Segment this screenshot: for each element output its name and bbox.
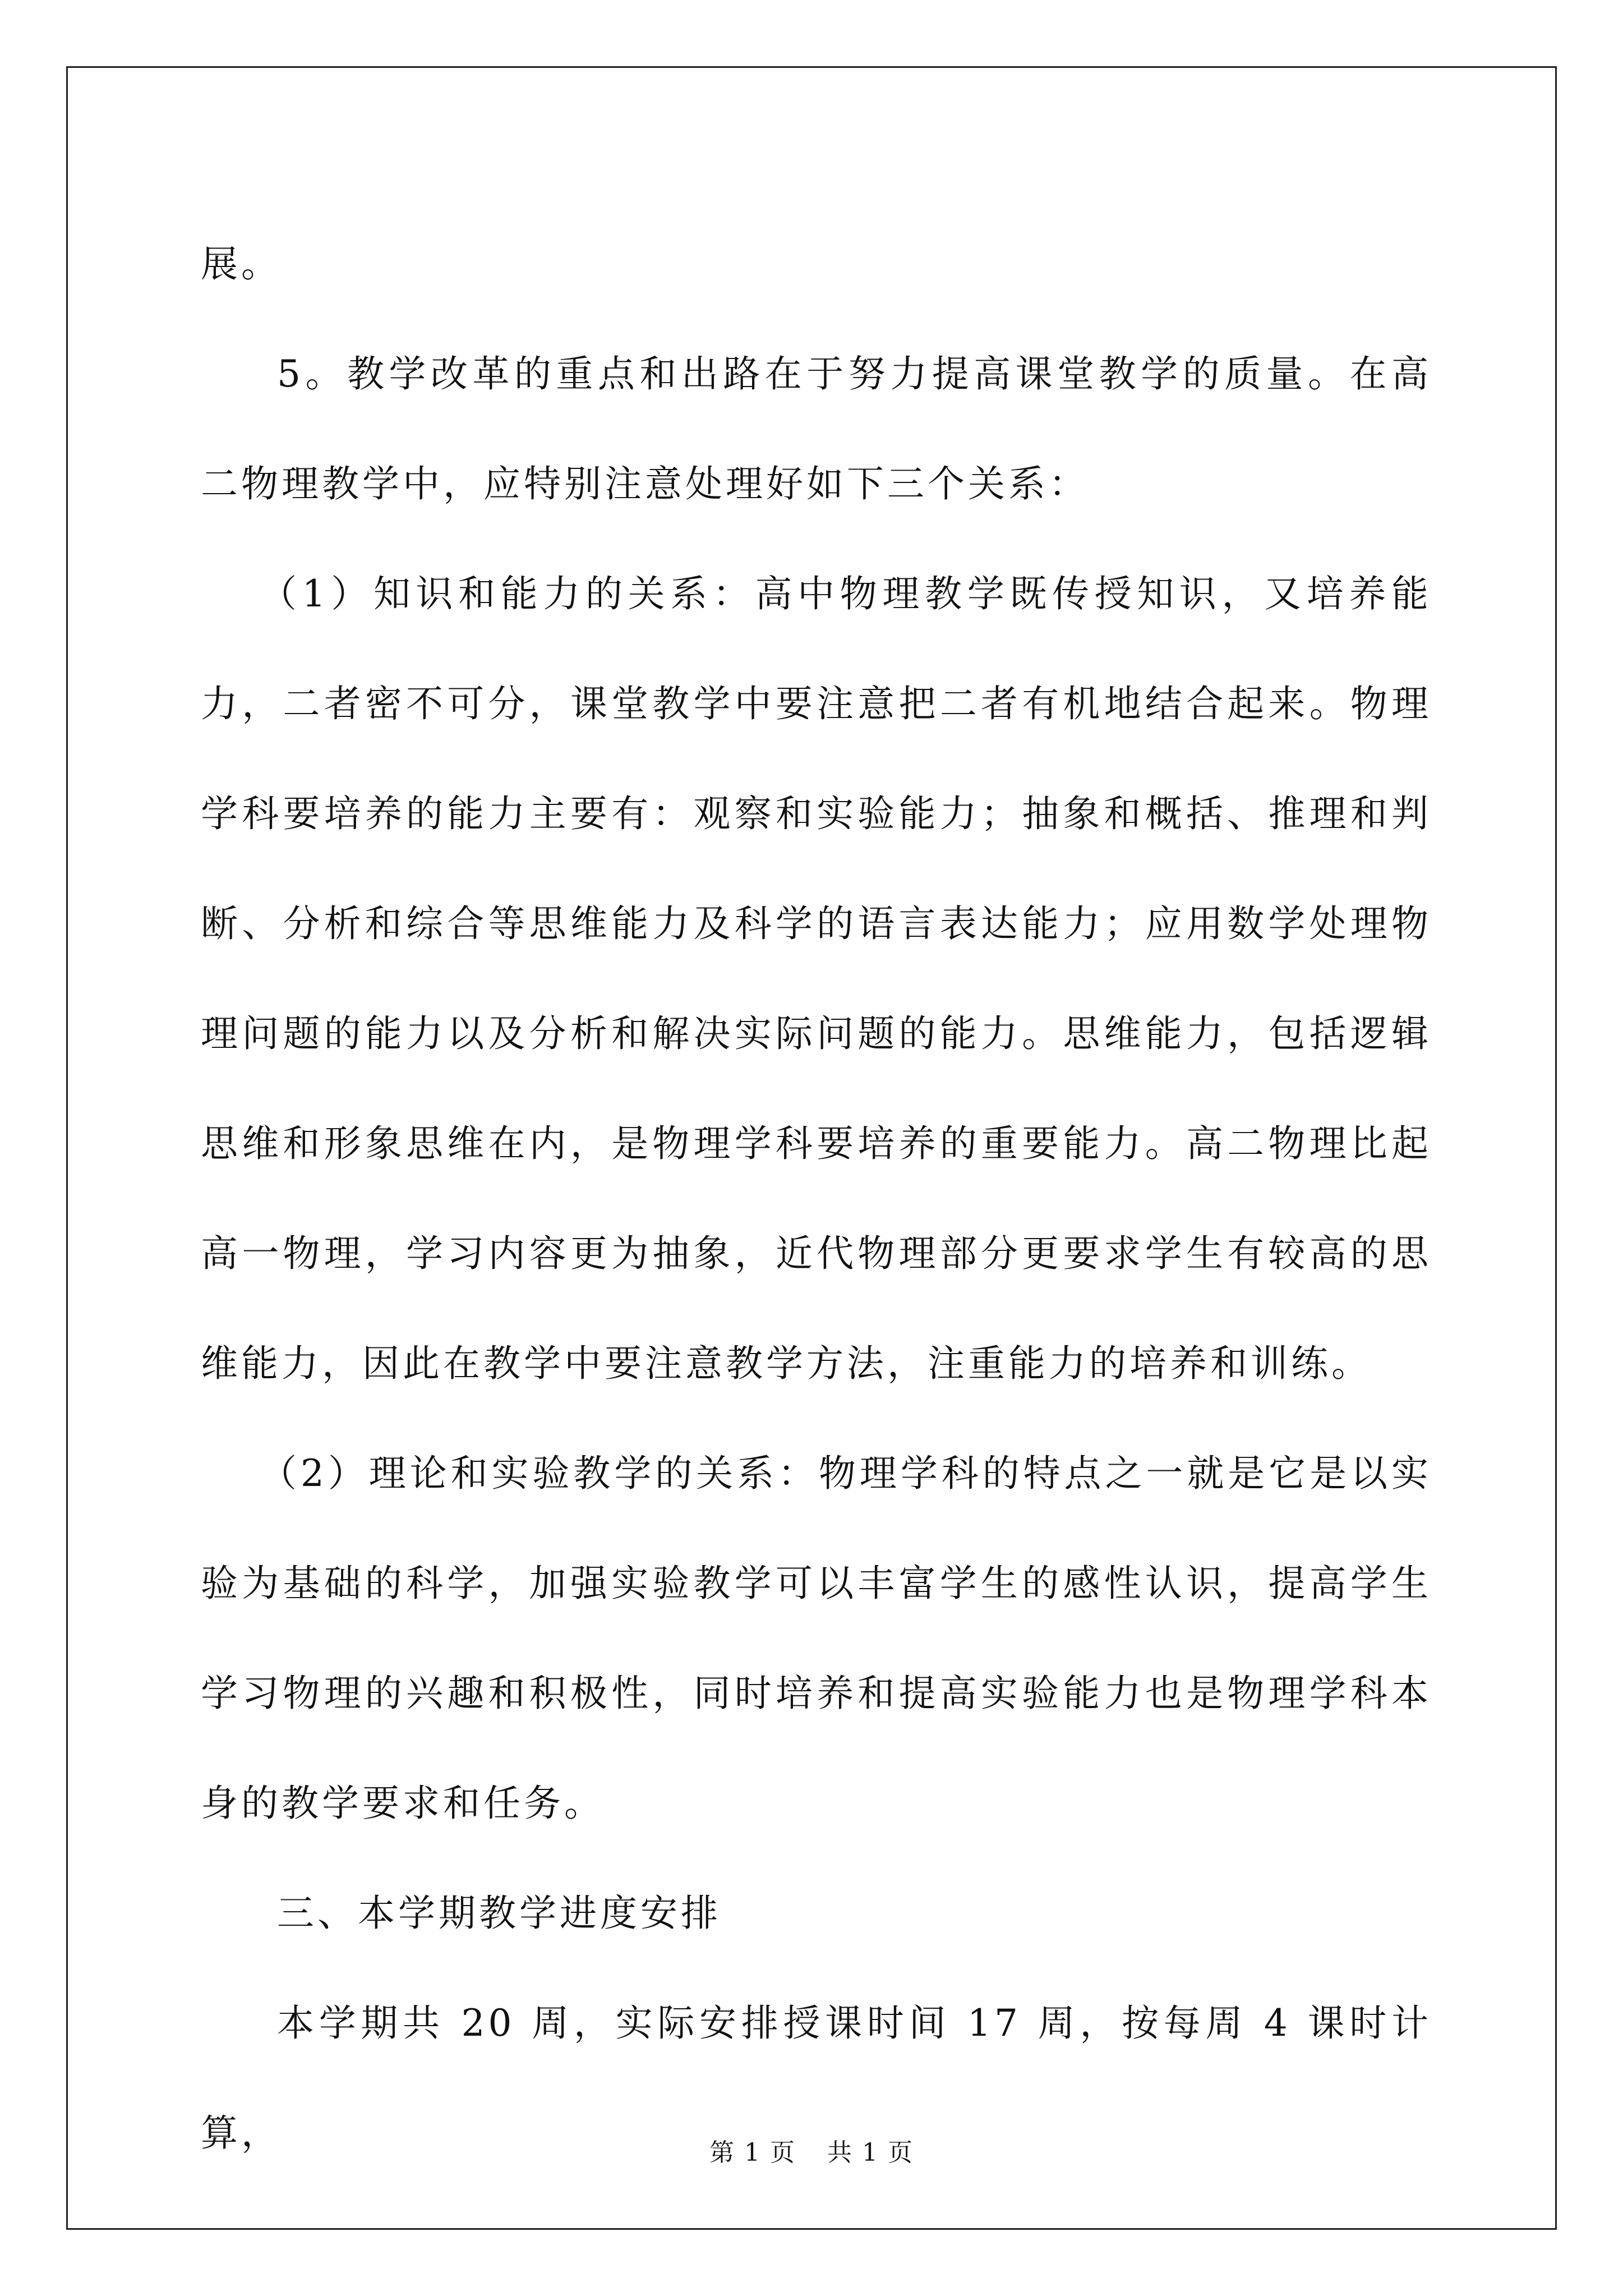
page-number: 第 1 页 xyxy=(709,2138,796,2167)
section-heading-schedule: 三、本学期教学进度安排 xyxy=(277,1892,721,1935)
paragraph-semester-weeks: 本学期共 20 周，实际安排授课时间 17 周，按每周 4 课时计算， xyxy=(201,2001,1432,2155)
paragraph-continuation: 展。 xyxy=(201,242,282,286)
paragraph-theory-experiment: （2）理论和实验教学的关系：物理学科的特点之一就是它是以实验为基础的科学，加强实验教学可以丰富学生的感性认识，提高学生学习物理的兴趣和积极性，同时培养和提高实验能力也是物理学科本身的教学要求和任务。 xyxy=(201,1452,1432,1825)
document-body xyxy=(201,209,1432,2188)
page-total: 共 1 页 xyxy=(827,2138,914,2167)
paragraph-knowledge-ability: （1）知识和能力的关系：高中物理教学既传授知识，又培养能力，二者密不可分，课堂教学中要注意把二者有机地结合起来。物理学科要培养的能力主要有：观察和实验能力；抽象和概括、推理和判断、分析和综合等思维能力及科学的语言表达能力；应用数学处理物理问题的能力以及分析和解决实际问题的能力。思维能力，包括逻辑思维和形象思维在内，是物理学科要培养的重要能力。高二物理比起高一物理，学习内容更为抽象，近代物理部分更要求学生有较高的思维能力，因此在教学中要注意教学方法，注重能力的培养和训练。 xyxy=(201,572,1432,1385)
paragraph-item-5: 5。教学改革的重点和出路在于努力提高课堂教学的质量。在高二物理教学中，应特别注意处理好如下三个关系： xyxy=(201,352,1432,505)
page-footer xyxy=(0,2136,1623,2170)
